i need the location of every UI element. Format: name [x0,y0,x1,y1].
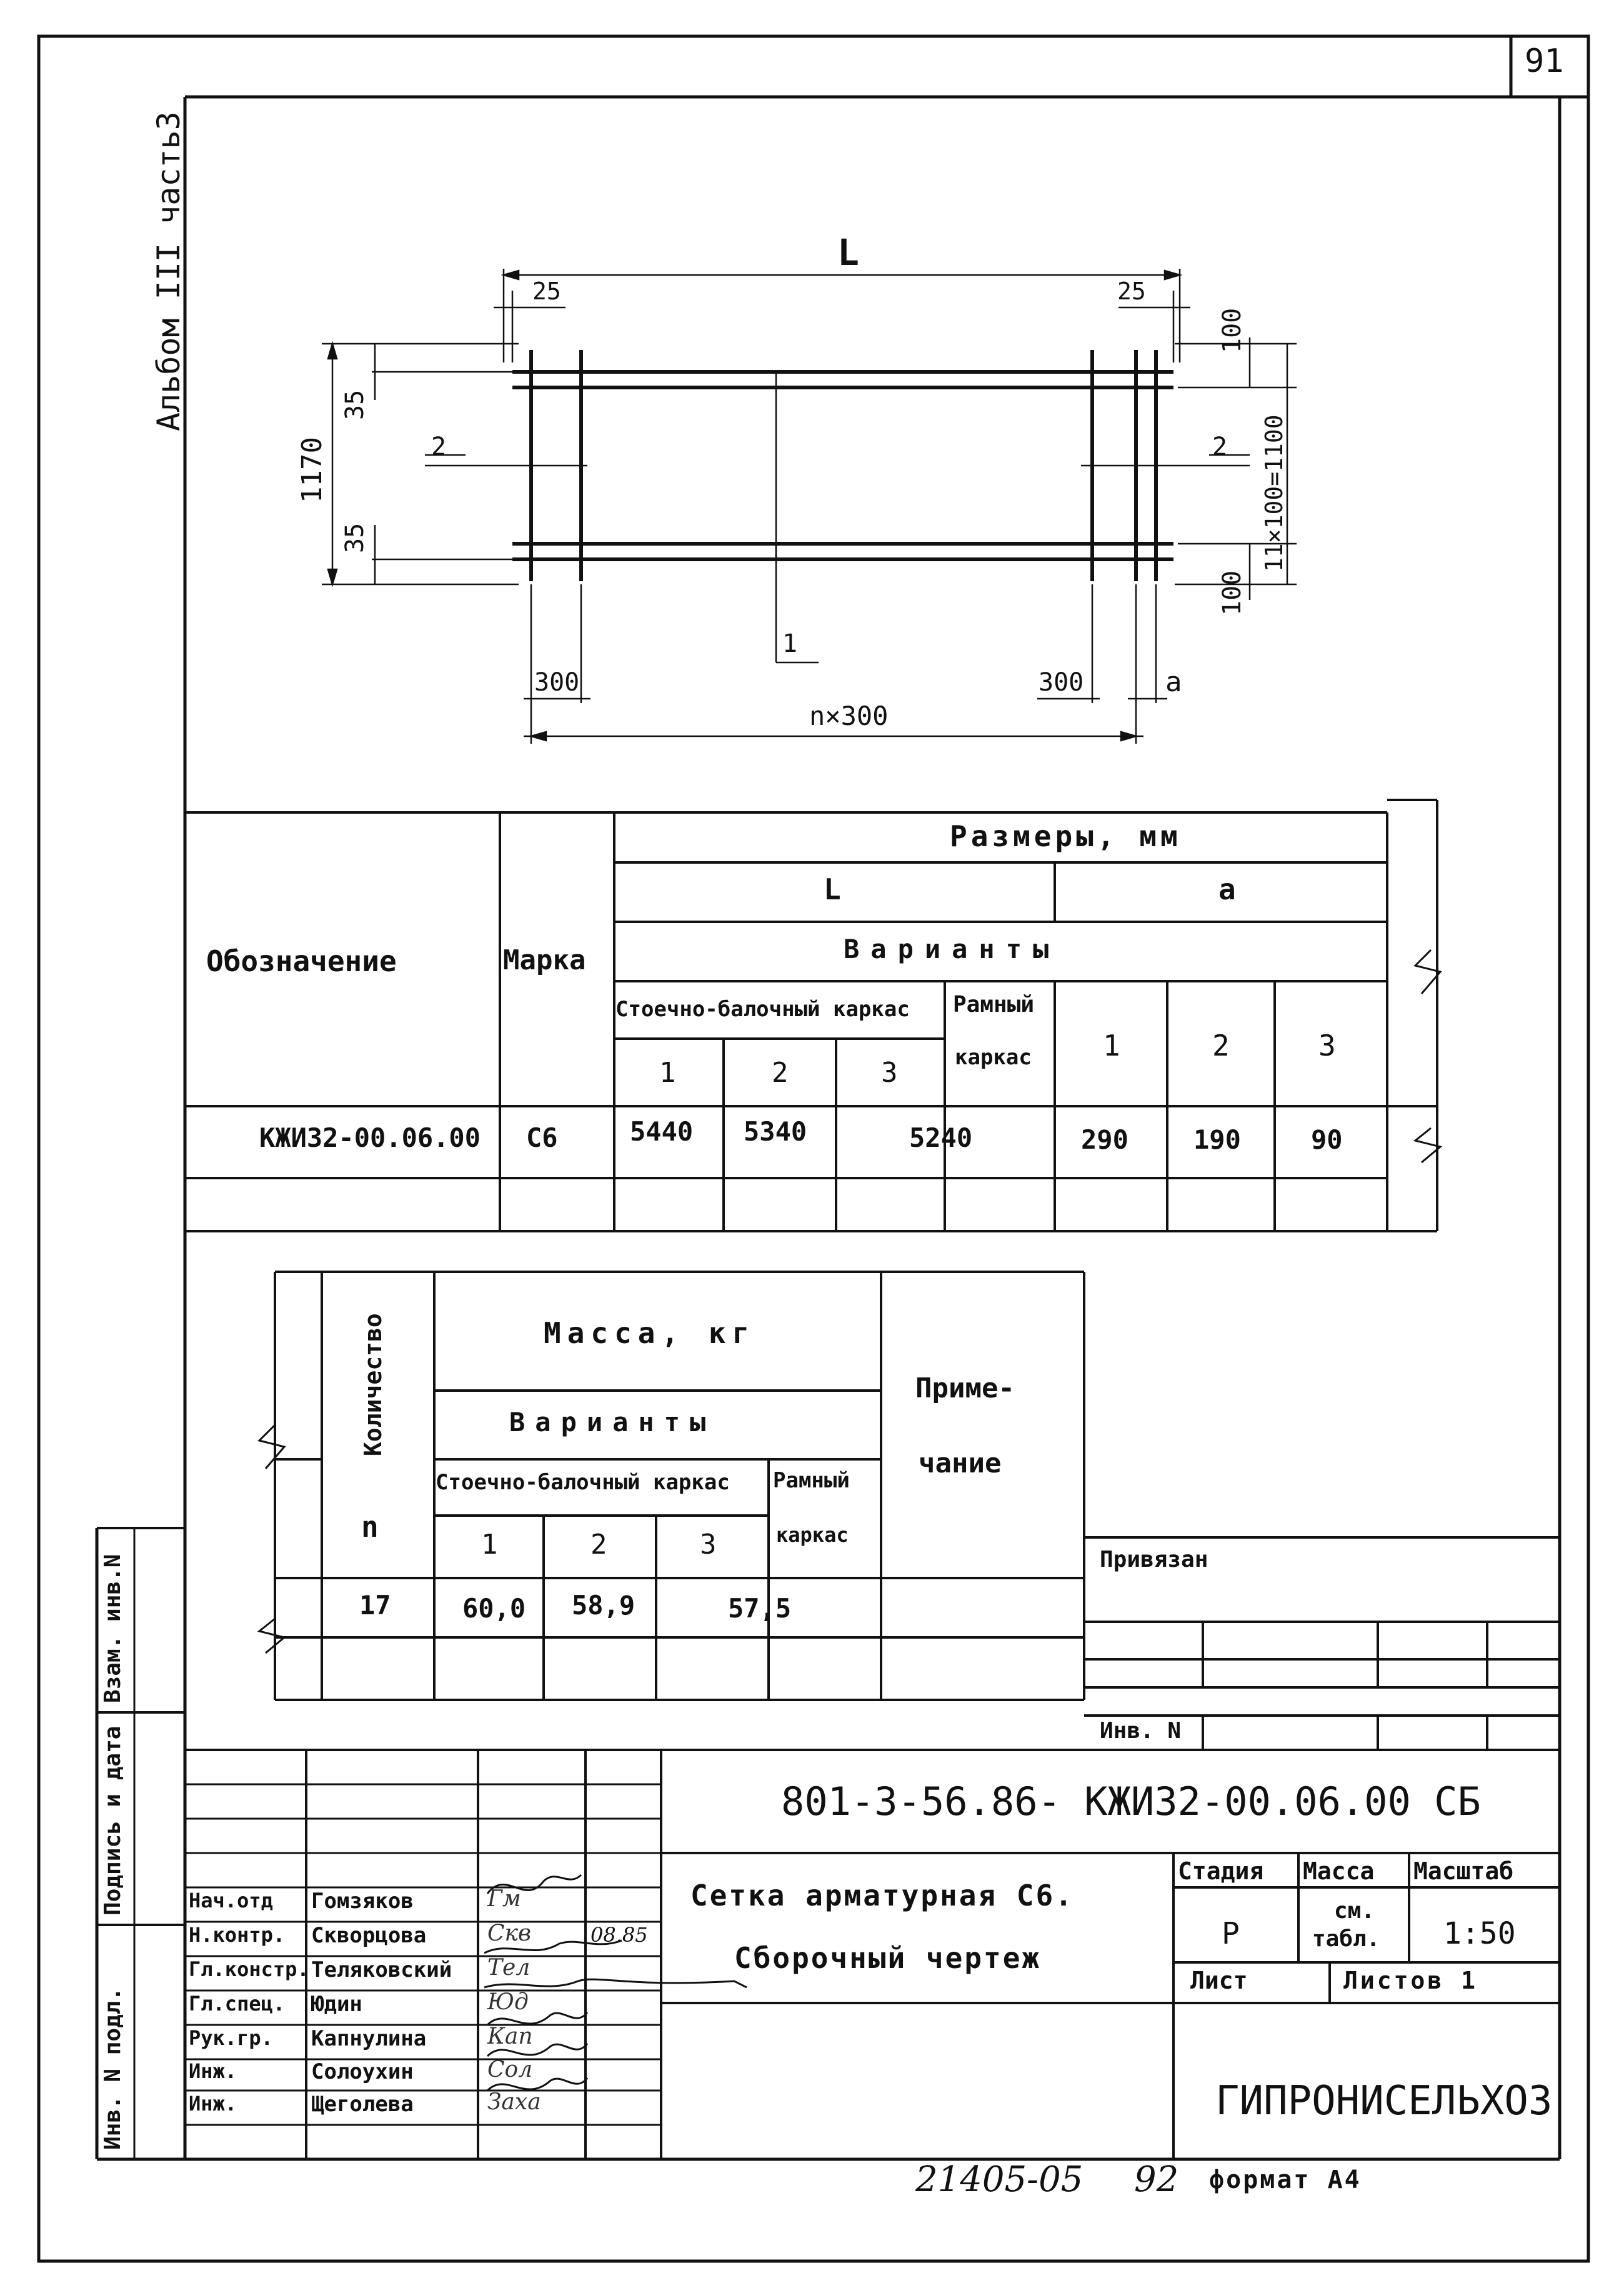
staff-role: Инж. [189,2059,237,2083]
cell-m2: 58,9 [572,1590,635,1621]
massa-label: Масса [1303,1857,1375,1885]
dim-100-bottom: 100 [1218,570,1247,616]
staff-date: 08.85 [590,1923,648,1947]
header-kolichestvo: Количество [359,1313,387,1456]
staff-role: Нач.отд [189,1889,273,1912]
dim-35-top: 35 [341,389,369,420]
header-mass-v3: 3 [700,1529,717,1561]
header-mass-v2: 2 [590,1529,607,1561]
header-oboznachenie: Обозначение [206,944,397,978]
staff-name: Капнулина [311,2026,427,2051]
staff-name: Юдин [311,1992,362,2017]
title-line-1: Сетка арматурная С6. [690,1879,1074,1912]
dim-35-bottom: 35 [341,522,369,553]
cell-oboznachenie: КЖИ32-00.06.00 [259,1122,481,1153]
header-marka: Марка [503,944,586,976]
dim-11x100: 11×100=1100 [1260,414,1288,572]
footer-format: формат А4 [1209,2166,1362,2194]
dim-L: L [837,231,859,274]
header-massa: Масса, кг [544,1316,756,1350]
footer-number: 21405-05 [915,2159,1083,2200]
list-label: Лист [1190,1967,1248,1994]
staff-role: Гл.констр. [189,1957,309,1981]
staff-name: Скворцова [311,1923,427,1948]
header-a-v2: 2 [1212,1029,1230,1062]
privyazan-label: Привязан [1100,1547,1208,1572]
cell-L2: 5340 [744,1116,807,1147]
title-line-2: Сборочный чертеж [734,1941,1042,1975]
cell-n: 17 [359,1590,391,1621]
header-ramny-2: каркас [955,1045,1032,1070]
header-n: n [361,1510,379,1544]
staff-signature: Гм [487,1886,521,1912]
staff-role: Гл.спец. [189,1992,286,2016]
footer-page: 92 [1134,2159,1179,2200]
position-2-left: 2 [431,432,447,461]
staff-signature: Сол [487,2057,533,2082]
header-primechanie-1: Приме- [915,1372,1015,1404]
margin-label-inv: Инв. N подл. [100,1987,126,2150]
masshtab-value: 1:50 [1443,1916,1516,1951]
mesh-drawing [512,350,1173,581]
cell-m1: 60,0 [462,1593,526,1624]
header-mass-v1: 1 [481,1529,498,1561]
cell-marka: С6 [526,1122,558,1153]
header-L: L [824,872,841,906]
header-v2: 2 [772,1057,789,1089]
header-a-v1: 1 [1103,1029,1120,1062]
album-label: Альбом III часть3 [151,111,187,431]
margin-label-vzam: Взам. инв.N [100,1554,126,1703]
massa-value-2: табл. [1312,1926,1380,1952]
dim-nx300: n×300 [809,701,889,731]
header-v1: 1 [659,1057,676,1089]
staff-signature: Тел [487,1955,531,1981]
header-mass-ramny-1: Рамный [773,1468,850,1493]
cell-L1: 5440 [630,1116,694,1147]
header-stoechno: Стоечно-балочный каркас [615,997,910,1022]
listov-label: Листов 1 [1343,1967,1478,1994]
staff-name: Теляковский [311,1957,452,1982]
document-code: 801-3-56.86- КЖИ32-00.06.00 СБ [781,1779,1481,1824]
dim-300-left: 300 [534,668,580,697]
stadiya-value: Р [1222,1916,1240,1951]
cell-a2: 190 [1193,1124,1241,1155]
header-mass-varianty: Варианты [509,1407,716,1437]
staff-signature: Заха [487,2089,541,2115]
header-mass-ramny-2: каркас [776,1523,849,1547]
massa-value-1: см. [1334,1898,1375,1924]
dim-25-right: 25 [1117,277,1146,305]
cell-a3: 90 [1311,1124,1343,1155]
dim-1170: 1170 [296,437,328,503]
dim-25-left: 25 [532,277,561,305]
position-1: 1 [782,629,798,658]
cell-L3: 5240 [909,1122,973,1153]
dim-100-top: 100 [1218,307,1247,353]
header-mass-stoechno: Стоечно-балочный каркас [436,1470,730,1495]
cell-m3: 57,5 [728,1593,792,1624]
staff-role: Рук.гр. [189,2026,273,2050]
staff-name: Гомзяков [311,1889,414,1914]
organization-name: ГИПРОНИСЕЛЬХОЗ [1215,2078,1553,2124]
header-primechanie-2: чание [919,1447,1002,1479]
header-a: a [1218,872,1236,906]
staff-signature: Скв [487,1921,531,1946]
staff-name: Солоухин [311,2059,414,2084]
margin-label-podpis: Подпись и дата [100,1726,126,1916]
staff-signature: Кап [487,2024,533,2049]
staff-role: Инж. [189,2092,237,2116]
header-v3: 3 [881,1057,898,1089]
header-a-v3: 3 [1318,1029,1336,1062]
staff-signature: Юд [487,1989,529,2015]
header-razmery: Размеры, мм [950,819,1182,853]
staff-name: Щеголева [311,2092,414,2117]
header-varianty: Варианты [844,934,1060,964]
inv-label: Инв. N [1100,1718,1182,1744]
cell-a1: 290 [1081,1124,1128,1155]
dim-a: a [1165,666,1182,698]
staff-role: Н.контр. [189,1923,286,1947]
position-2-right: 2 [1212,432,1228,461]
page-number: 91 [1525,42,1564,80]
masshtab-label: Масштаб [1413,1857,1514,1885]
dim-300-right: 300 [1039,668,1084,697]
header-ramny-1: Рамный [953,992,1035,1017]
stadiya-label: Стадия [1178,1857,1264,1885]
